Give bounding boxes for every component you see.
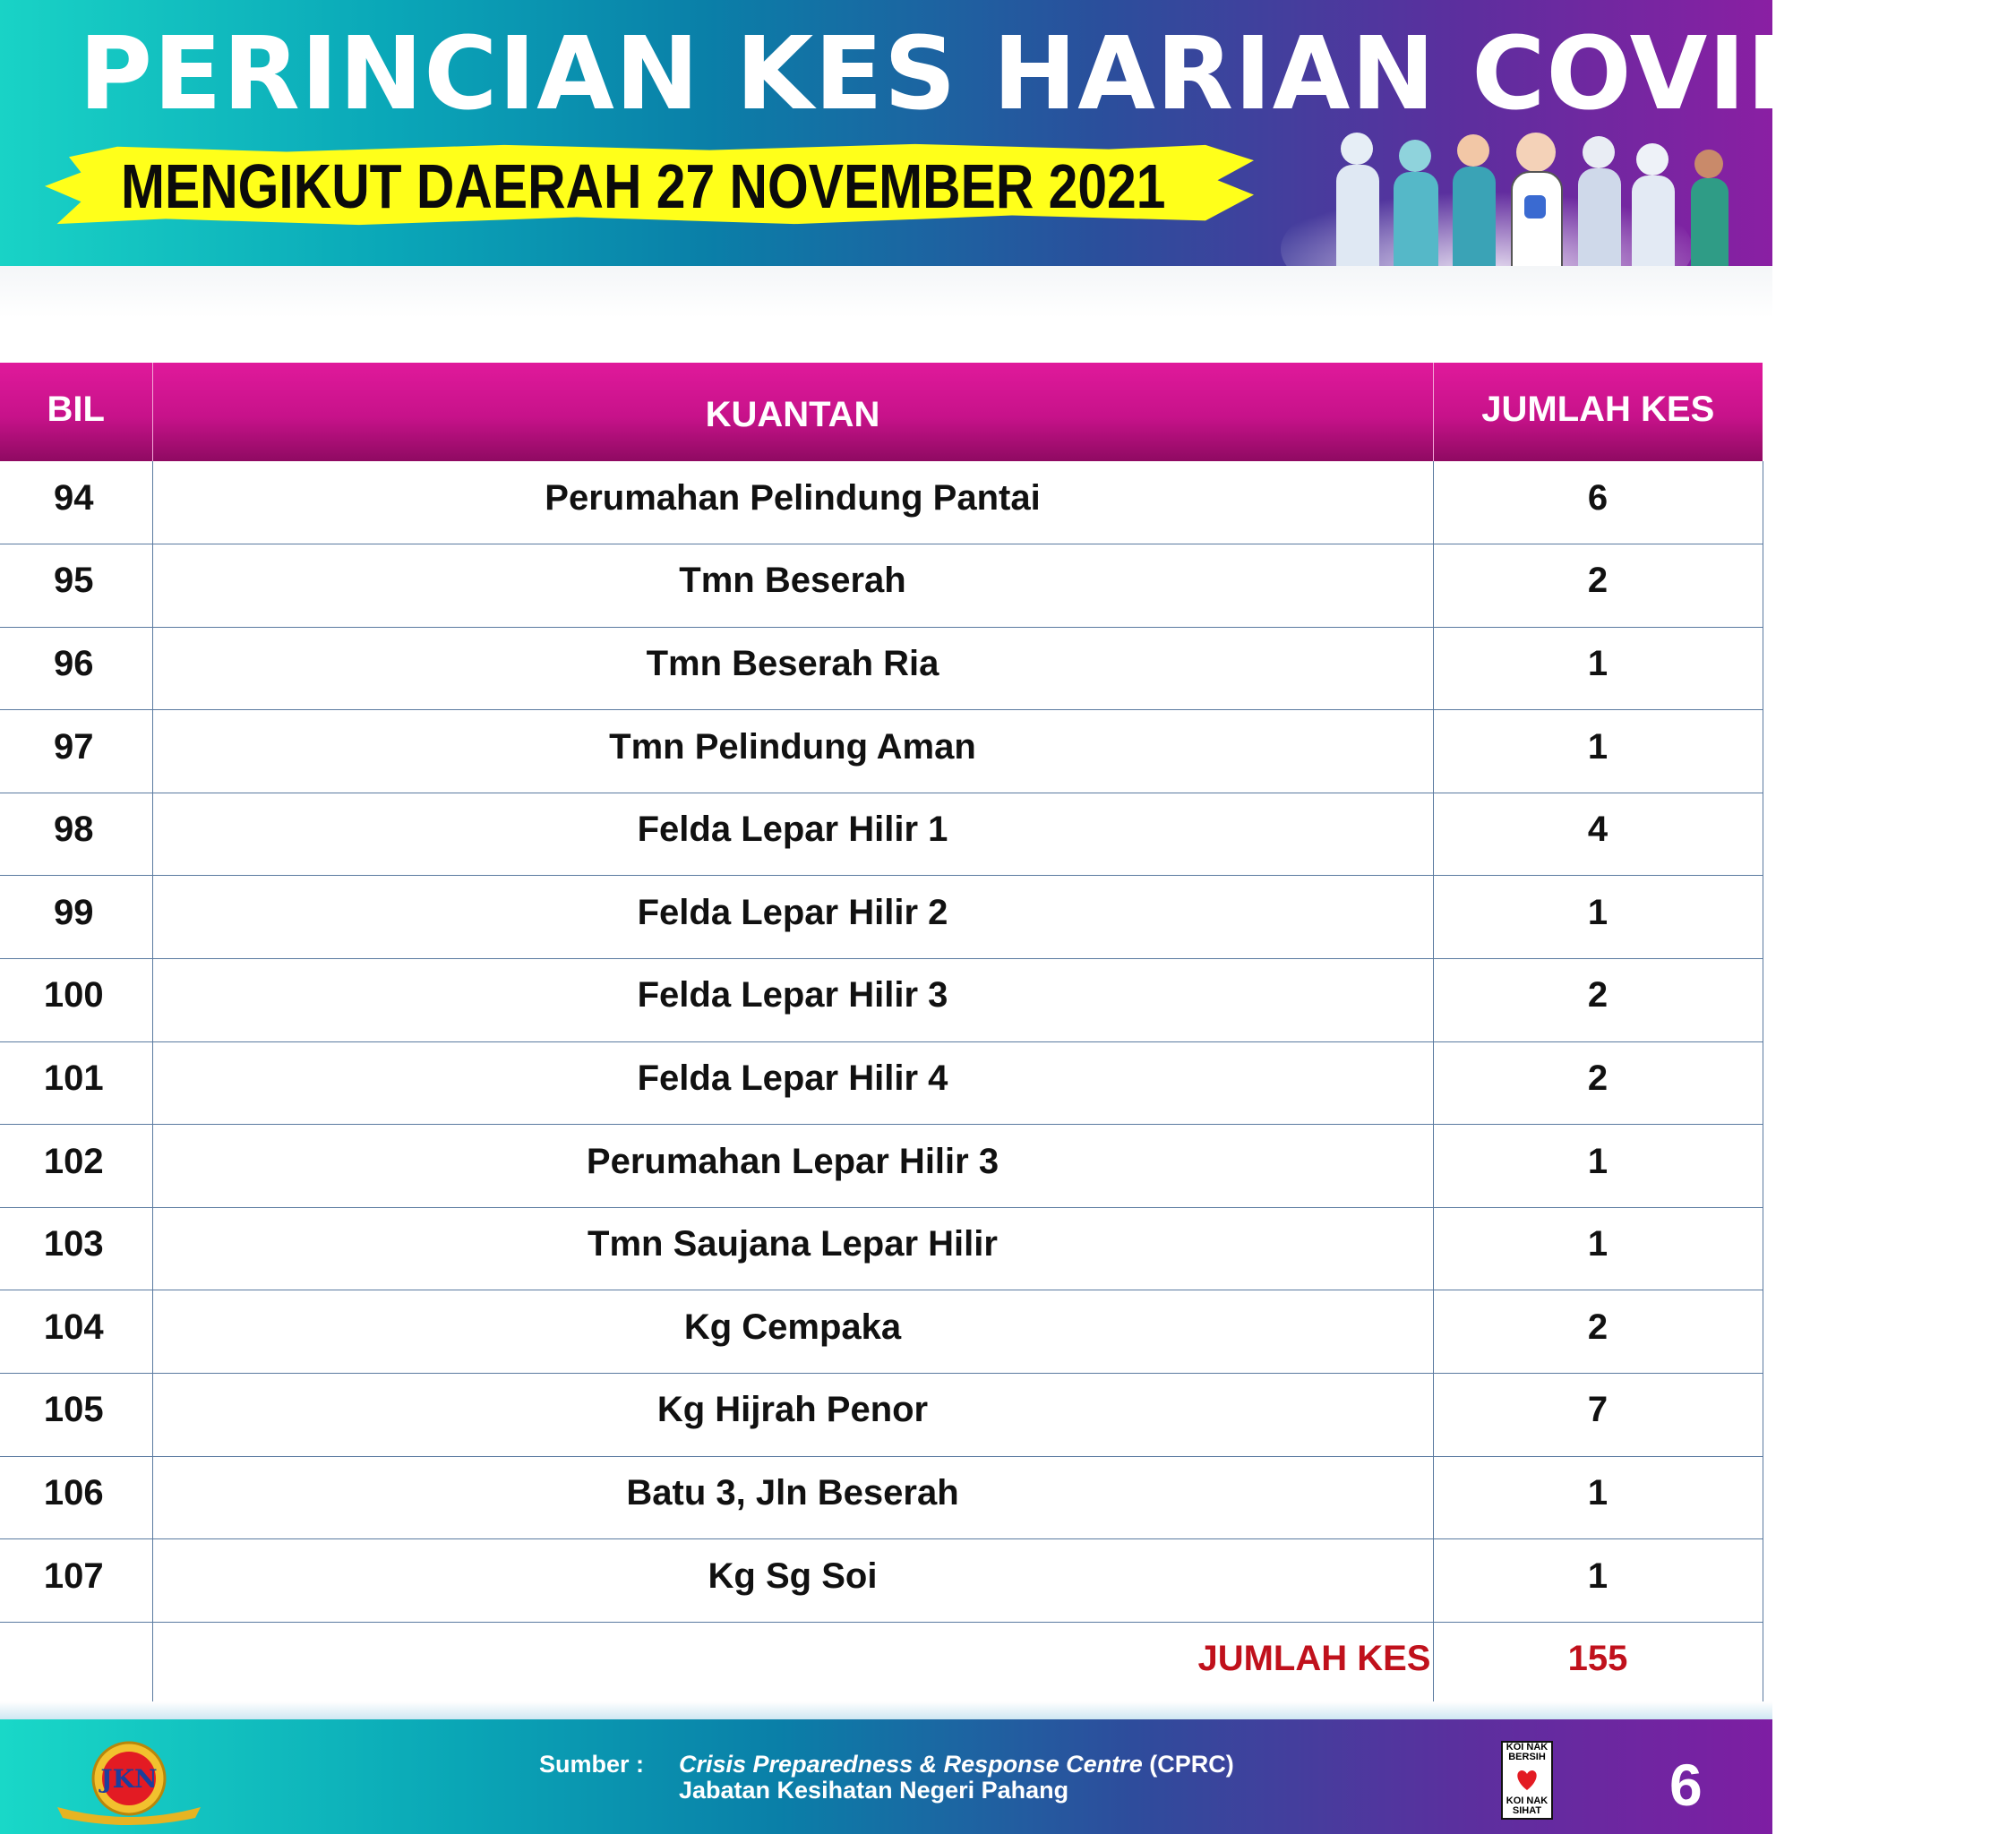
location-name: Perumahan Pelindung Pantai [152,461,1433,544]
banner-divider [0,266,1772,318]
table-row [0,1207,1763,1290]
case-count: 1 [1433,1207,1763,1290]
column-header-district: KUANTAN [152,363,1433,461]
location-name: Batu 3, Jln Beserah [152,1456,1433,1539]
column-header-cases: JUMLAH KES [1481,390,1715,429]
table-row [0,1539,1763,1623]
table-row [0,1374,1763,1457]
case-count: 2 [1433,959,1763,1042]
location-name: Tmn Beserah Ria [152,627,1433,710]
koi-logo-bottom-text: KOI NAK SIHAT [1506,1795,1548,1816]
row-number: 103 [0,1207,152,1290]
source-label: Sumber : [539,1751,645,1778]
case-count: 1 [1433,1125,1763,1208]
source-organisation-abbr: (CPRC) [1142,1751,1234,1778]
row-number: 99 [0,876,152,959]
location-name: Kg Cempaka [152,1290,1433,1374]
page-subtitle: MENGIKUT DAERAH 27 NOVEMBER 2021 [121,151,1166,221]
location-name: Felda Lepar Hilir 3 [152,959,1433,1042]
table-row [0,627,1763,710]
table-row [0,1041,1763,1125]
row-number: 96 [0,627,152,710]
case-count: 2 [1433,1290,1763,1374]
case-count: 7 [1433,1374,1763,1457]
row-number: 95 [0,544,152,628]
total-row-spacer [0,1622,152,1705]
location-name: Felda Lepar Hilir 1 [152,793,1433,876]
row-number: 105 [0,1374,152,1457]
case-count: 2 [1433,1041,1763,1125]
table-row [0,1290,1763,1374]
location-name: Felda Lepar Hilir 2 [152,876,1433,959]
location-name: Tmn Beserah [152,544,1433,628]
location-name: Tmn Pelindung Aman [152,710,1433,793]
table-row [0,793,1763,876]
row-number: 104 [0,1290,152,1374]
row-number: 106 [0,1456,152,1539]
source-department: Jabatan Kesihatan Negeri Pahang [679,1777,1069,1804]
cases-table [0,363,1763,1705]
footer-divider [0,1701,1772,1719]
table-row [0,710,1763,793]
jkn-logo [52,1737,206,1823]
table-row [0,876,1763,959]
location-name: Felda Lepar Hilir 4 [152,1041,1433,1125]
page-title: PERINCIAN KES HARIAN COVID-19 [79,16,2016,133]
table-row [0,959,1763,1042]
table-header-row [0,363,1763,461]
source-organisation [679,1751,1234,1778]
case-count: 1 [1433,627,1763,710]
location-name: Kg Sg Soi [152,1539,1433,1623]
location-name: Perumahan Lepar Hilir 3 [152,1125,1433,1208]
location-name: Kg Hijrah Penor [152,1374,1433,1457]
total-label: JUMLAH KES [152,1622,1433,1705]
case-count: 1 [1433,1456,1763,1539]
case-count: 2 [1433,544,1763,628]
case-count: 6 [1433,461,1763,544]
case-count: 1 [1433,876,1763,959]
table-row [0,544,1763,628]
row-number: 94 [0,461,152,544]
total-value: 155 [1433,1622,1763,1705]
page-number: 6 [1669,1752,1703,1818]
header-banner [0,0,2016,266]
row-number: 101 [0,1041,152,1125]
source-organisation-name: Crisis Preparedness & Response Centre [679,1751,1143,1778]
row-number: 107 [0,1539,152,1623]
case-count: 1 [1433,1539,1763,1623]
row-number: 102 [0,1125,152,1208]
location-name: Tmn Saujana Lepar Hilir [152,1207,1433,1290]
heart-icon [1514,1766,1540,1793]
koi-nak-bersih-logo [1501,1741,1553,1820]
svg-text:JKN: JKN [100,1764,158,1794]
case-count: 4 [1433,793,1763,876]
table-row [0,1456,1763,1539]
case-count: 1 [1433,710,1763,793]
table-row [0,461,1763,544]
koi-logo-top-text: KOI NAK BERSIH [1506,1742,1548,1762]
row-number: 100 [0,959,152,1042]
table-row [0,1125,1763,1208]
row-number: 97 [0,710,152,793]
row-number: 98 [0,793,152,876]
column-header-bil: BIL [0,363,152,461]
total-row [0,1622,1763,1705]
